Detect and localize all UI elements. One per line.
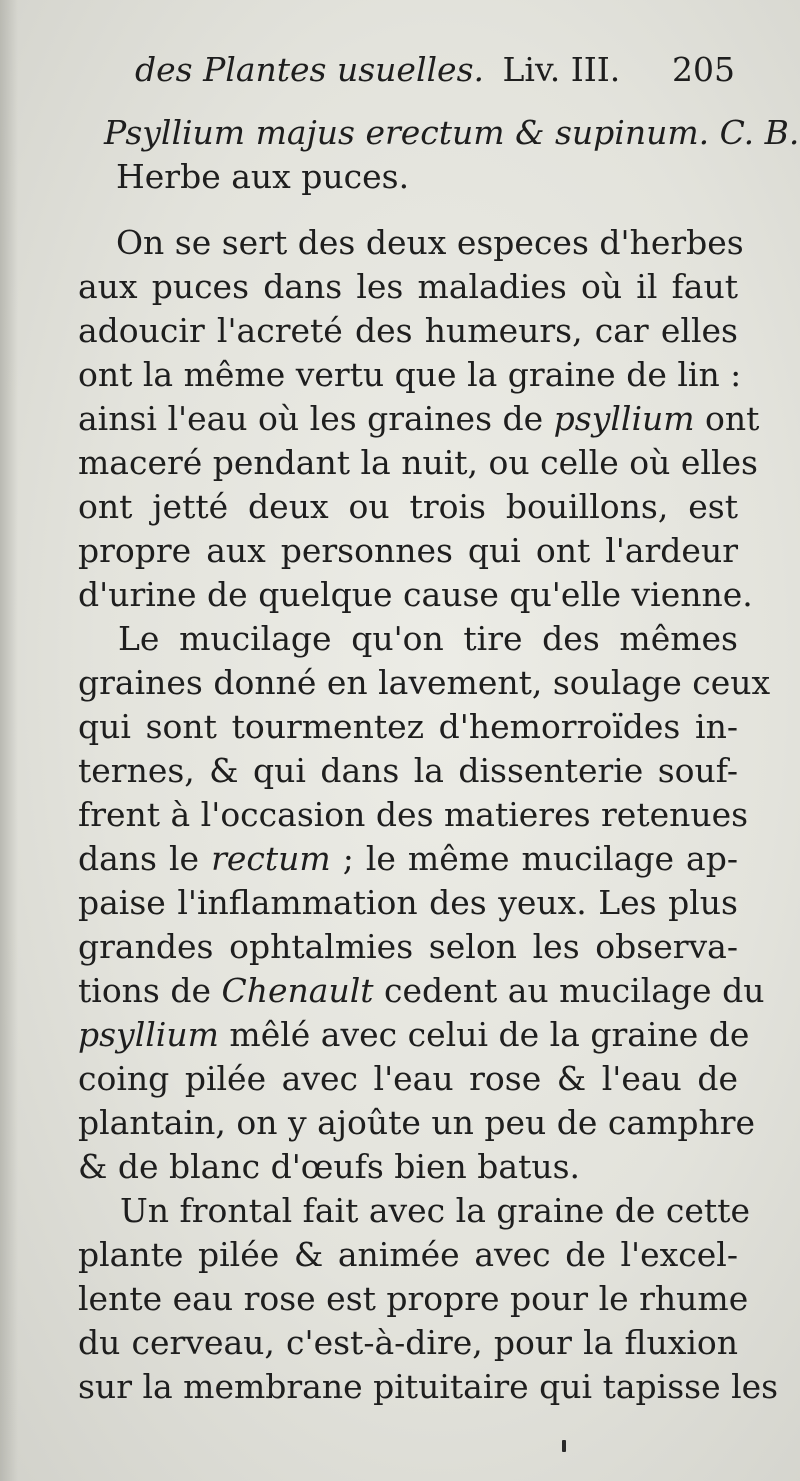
italic-term: psyllium xyxy=(553,399,695,438)
latin-plant-name: Psyllium majus erectum & supinum. C. B. xyxy=(104,113,800,152)
text-line: tions de Chenault cedent au mucilage du xyxy=(78,971,765,1010)
text-line: grandes ophtalmies selon les observa- xyxy=(78,927,738,966)
text-line: psyllium mêlé avec celui de la graine de xyxy=(78,1015,750,1054)
text-line: graines donné en lavement, soulage ceux xyxy=(78,663,771,702)
text-line: du cerveau, c'est-à-dire, pour la fluxion xyxy=(78,1323,738,1362)
page-number: 205 xyxy=(672,50,735,89)
italic-term: rectum xyxy=(211,839,331,878)
text-line: aux puces dans les maladies où il faut xyxy=(78,267,738,306)
text-line: d'urine de quelque cause qu'elle vienne. xyxy=(78,575,753,614)
text-line: ainsi l'eau où les graines de psyllium ont xyxy=(78,399,760,438)
text-line: lente eau rose est propre pour le rhume xyxy=(78,1279,749,1318)
text-line: adoucir l'acreté des humeurs, car elles xyxy=(78,311,738,350)
text-line: coing pilée avec l'eau rose & l'eau de xyxy=(78,1059,738,1098)
printer-mark xyxy=(562,1440,566,1452)
text-line: sur la membrane pituitaire qui tapisse les xyxy=(78,1367,779,1406)
text-line: On se sert des deux especes d'herbes xyxy=(116,223,744,262)
text-line: plantain, on y ajoûte un peu de camphre xyxy=(78,1103,756,1142)
book-number: Liv. III. xyxy=(502,50,621,89)
italic-term: Chenault xyxy=(221,971,374,1010)
text-line: & de blanc d'œufs bien batus. xyxy=(78,1147,580,1186)
text-line: Un frontal fait avec la graine de cette xyxy=(120,1191,750,1230)
running-header xyxy=(135,48,735,92)
text-line: dans le rectum ; le même mucilage ap- xyxy=(78,839,738,878)
common-plant-name: Herbe aux puces. xyxy=(116,157,410,196)
text-line: frent à l'occasion des matieres retenues xyxy=(78,795,749,834)
text-line: propre aux personnes qui ont l'ardeur xyxy=(78,531,738,570)
italic-term: psyllium xyxy=(78,1015,219,1054)
text-line: ont la même vertu que la graine de lin : xyxy=(78,355,742,394)
running-title: des Plantes usuelles. xyxy=(135,50,485,89)
text-line: ternes, & qui dans la dissenterie souf- xyxy=(78,751,738,790)
text-line: plante pilée & animée avec de l'excel- xyxy=(78,1235,738,1274)
text-line: ont jetté deux ou trois bouillons, est xyxy=(78,487,738,526)
text-line: maceré pendant la nuit, ou celle où elles xyxy=(78,443,758,482)
text-line: Le mucilage qu'on tire des mêmes xyxy=(118,619,738,658)
text-line: qui sont tourmentez d'hemorroïdes in- xyxy=(78,707,738,746)
text-line: paise l'inflammation des yeux. Les plus xyxy=(78,883,738,922)
